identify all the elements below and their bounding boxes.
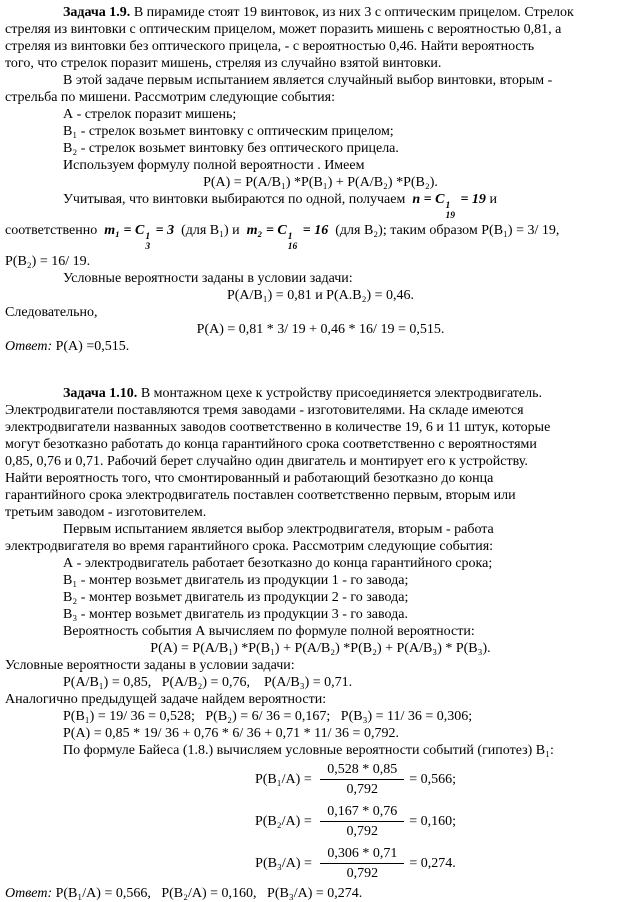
text-line <box>5 89 636 106</box>
text-line <box>5 304 636 321</box>
text-run: В монтажном цехе к устройству присоединяется электродвигатель. <box>137 385 542 401</box>
text-line <box>5 4 636 21</box>
text-run: того, что стрелок поразит мишень, стреляя из случайно взятой винтовки. <box>5 56 442 71</box>
text-line <box>5 72 636 89</box>
text-run: = 19 <box>456 192 486 207</box>
text-line <box>5 321 636 338</box>
bold-text: Задача 1.10. <box>63 385 138 401</box>
text-run: Условные вероятности заданы в условии задачи: <box>5 657 295 673</box>
text-line <box>5 657 636 674</box>
superscript-subscript-stack <box>445 202 455 222</box>
text-run: Условные вероятности заданы в условии задачи: <box>63 270 353 286</box>
equation-line <box>5 801 636 843</box>
text-run: P(A/B₁) = 0,81 и P(A.B₂) = 0,46. <box>226 287 415 303</box>
text-run: 1 <box>445 201 451 211</box>
text-run: Используем формулу полной вероятности . Имеем <box>63 158 365 173</box>
text-run: 3 <box>145 241 151 252</box>
fraction-lhs: P(B₂/A) = <box>254 814 316 830</box>
text-line <box>5 253 636 270</box>
text-run: Учитывая, что винтовки выбираются по одной, получаем <box>63 192 413 207</box>
text-run: электродвигателя во время гарантийного срока. Рассмотрим следующие события: <box>5 538 494 554</box>
text-run: Найти вероятность того, что смонтированный и работающий безотказно до конца <box>5 470 494 486</box>
superscript-subscript-stack <box>288 233 298 253</box>
equation-line <box>5 843 636 885</box>
text-run: P(A) = 0,85 * 19/ 36 + 0,76 * 6/ 36 + 0,71 * 11/ 36 = 0,792. <box>63 725 399 741</box>
text-run: 16 <box>287 241 298 252</box>
fraction-lhs: P(B₁/A) = <box>254 772 316 788</box>
text-line <box>5 222 636 253</box>
paragraph-spacer <box>5 355 636 385</box>
text-run: (для B₂); таким образом P(B₁) = 3/ 19, <box>328 222 560 238</box>
fraction-numerator: 0,167 * 0,76 <box>320 803 404 822</box>
text-line <box>5 572 636 589</box>
text-line <box>5 419 636 436</box>
text-run: = 3 <box>152 222 175 238</box>
text-run: B₁ - стрелок возьмет винтовку с оптическим прицелом; <box>63 124 394 139</box>
fraction-denominator: 0,792 <box>346 782 378 798</box>
math-expression <box>104 222 175 252</box>
text-run: Вероятность события А вычисляем по формуле полной вероятности: <box>63 623 475 639</box>
text-run: Следовательно, <box>5 304 98 320</box>
fraction-rhs: = 0,160; <box>409 814 457 830</box>
text-run: В пирамиде стоят 19 винтовок, из них 3 с оптическим прицелом. Стрелок <box>130 5 574 20</box>
text-line <box>5 270 636 287</box>
problem-1-10-section <box>5 385 636 902</box>
text-run: P(B₁/A) = 0,566, P(B₂/A) = 0,160, P(B₃/A) = 0,274. <box>52 885 363 901</box>
bold-text: Задача 1.9. <box>63 5 131 20</box>
fraction <box>320 761 404 798</box>
text-line <box>5 640 636 657</box>
text-line <box>5 691 636 708</box>
text-line <box>5 106 636 123</box>
text-run: стреляя из винтовки с оптическим прицелом, может поразить мишень с вероятностью 0,81, а <box>5 22 562 37</box>
text-run: гарантийного срока электродвигатель поставлен соответственно первым, вторым или <box>5 487 516 503</box>
text-line <box>5 885 636 902</box>
text-line <box>5 487 636 504</box>
text-line <box>5 708 636 725</box>
text-line <box>5 538 636 555</box>
text-line <box>5 521 636 538</box>
fraction-denominator: 0,792 <box>346 866 379 882</box>
text-line <box>5 287 636 304</box>
fraction <box>320 845 404 882</box>
text-run: Электродвигатели поставляются тремя заводами - изготовителями. На складе имеются <box>5 402 524 418</box>
text-line <box>5 623 636 640</box>
text-line <box>5 402 636 419</box>
text-run: P(A) =0,515. <box>52 338 130 354</box>
text-run: P(A) = P(A/B₁) *P(B₁) + P(A/B₂) *P(B₂) + P(A/B₃) * P(B₃). <box>150 640 491 656</box>
text-line <box>5 338 636 355</box>
text-line <box>5 385 636 402</box>
text-line <box>5 674 636 691</box>
combination-symbol: C <box>435 192 445 207</box>
math-expression <box>246 222 329 252</box>
text-line <box>5 436 636 453</box>
text-run: (для B₁) и <box>174 222 247 238</box>
fraction-lhs: P(B₃/A) = <box>255 856 316 872</box>
text-line <box>5 157 636 174</box>
text-line <box>5 606 636 623</box>
text-run: m₂ = <box>246 222 278 238</box>
math-expression <box>412 192 486 221</box>
text-run: P(A) = 0,81 * 3/ 19 + 0,46 * 16/ 19 = 0,515. <box>196 321 445 337</box>
text-line <box>5 470 636 487</box>
text-line <box>5 123 636 140</box>
fraction-numerator: 0,306 * 0,71 <box>320 845 404 864</box>
fraction-rhs: = 0,566; <box>409 772 457 788</box>
text-line <box>5 725 636 742</box>
text-run: электродвигатели названных заводов соответственно в количестве 19, 6 и 11 штук, которые <box>5 419 551 435</box>
text-run: = 16 <box>299 222 329 238</box>
text-run: P(B₁) = 19/ 36 = 0,528; P(B₂) = 6/ 36 = 0,167; P(B₃) = 11/ 36 = 0,306; <box>63 708 473 724</box>
fraction-denominator: 0,792 <box>346 824 378 840</box>
text-line <box>5 21 636 38</box>
text-run: Аналогично предыдущей задаче найдем вероятности: <box>5 691 327 707</box>
fraction <box>320 803 404 840</box>
equation-line <box>5 759 636 801</box>
text-run: А - электродвигатель работает безотказно до конца гарантийного срока; <box>63 555 493 571</box>
problem-1-9-section <box>5 4 636 355</box>
combination-symbol: C <box>277 222 287 238</box>
superscript-subscript-stack <box>145 233 150 253</box>
text-run: 1 <box>287 231 293 242</box>
text-line <box>5 742 636 759</box>
fraction-numerator: 0,528 * 0,85 <box>320 761 404 780</box>
text-run: 1 <box>145 231 151 242</box>
text-run: P(A) = P(A/B₁) *P(B₁) + P(A/B₂) *P(B₂). <box>203 175 438 190</box>
text-line <box>5 55 636 72</box>
text-run: 0,85, 0,76 и 0,71. Рабочий берет случайно один двигатель и монтирует его к устройству. <box>5 453 528 469</box>
text-line <box>5 555 636 572</box>
italic-text: Ответ: <box>5 338 53 354</box>
text-run: могут безотказно работать до конца гарантийного срока соответственно с вероятностями <box>5 436 537 452</box>
text-run: В этой задаче первым испытанием является случайный выбор винтовки, вторым - <box>63 73 553 88</box>
text-run: B₂ - монтер возьмет двигатель из продукции 2 - го завода; <box>63 589 409 605</box>
text-run: По формуле Байеса (1.8.) вычисляем условные вероятности событий (гипотез) B₁: <box>63 742 554 758</box>
text-run: третьим заводом - изготовителем. <box>5 504 207 520</box>
text-line <box>5 140 636 157</box>
text-run: Первым испытанием является выбор электродвигателя, вторым - работа <box>63 521 494 537</box>
text-run: B₁ - монтер возьмет двигатель из продукции 1 - го завода; <box>63 572 409 588</box>
text-run: P(B₂) = 16/ 19. <box>5 253 91 269</box>
text-run: 19 <box>445 210 455 221</box>
text-run: n = <box>412 192 436 207</box>
text-line <box>5 38 636 55</box>
text-run: А - стрелок поразит мишень; <box>63 107 237 122</box>
text-run: соответственно <box>5 222 105 238</box>
text-run: стрельба по мишени. Рассмотрим следующие события: <box>5 90 335 105</box>
text-line <box>5 191 636 222</box>
text-line <box>5 504 636 521</box>
text-run: B₂ - стрелок возьмет винтовку без оптического прицела. <box>63 141 399 156</box>
text-run: P(A/B₁) = 0,85, P(A/B₂) = 0,76, P(A/B₃) = 0,71. <box>63 674 353 690</box>
fraction-rhs: = 0,274. <box>409 856 456 872</box>
text-run: B₃ - монтер возьмет двигатель из продукции 3 - го завода. <box>63 606 408 622</box>
text-run: и <box>485 192 497 207</box>
italic-text: Ответ: <box>5 885 53 901</box>
text-line <box>5 589 636 606</box>
combination-symbol: C <box>135 222 145 238</box>
text-line <box>5 453 636 470</box>
text-run: стреляя из винтовки без оптического прицела, - с вероятностью 0,46. Найти вероятность <box>5 39 535 54</box>
text-line <box>5 174 636 191</box>
text-run: m₁ = <box>104 222 135 238</box>
